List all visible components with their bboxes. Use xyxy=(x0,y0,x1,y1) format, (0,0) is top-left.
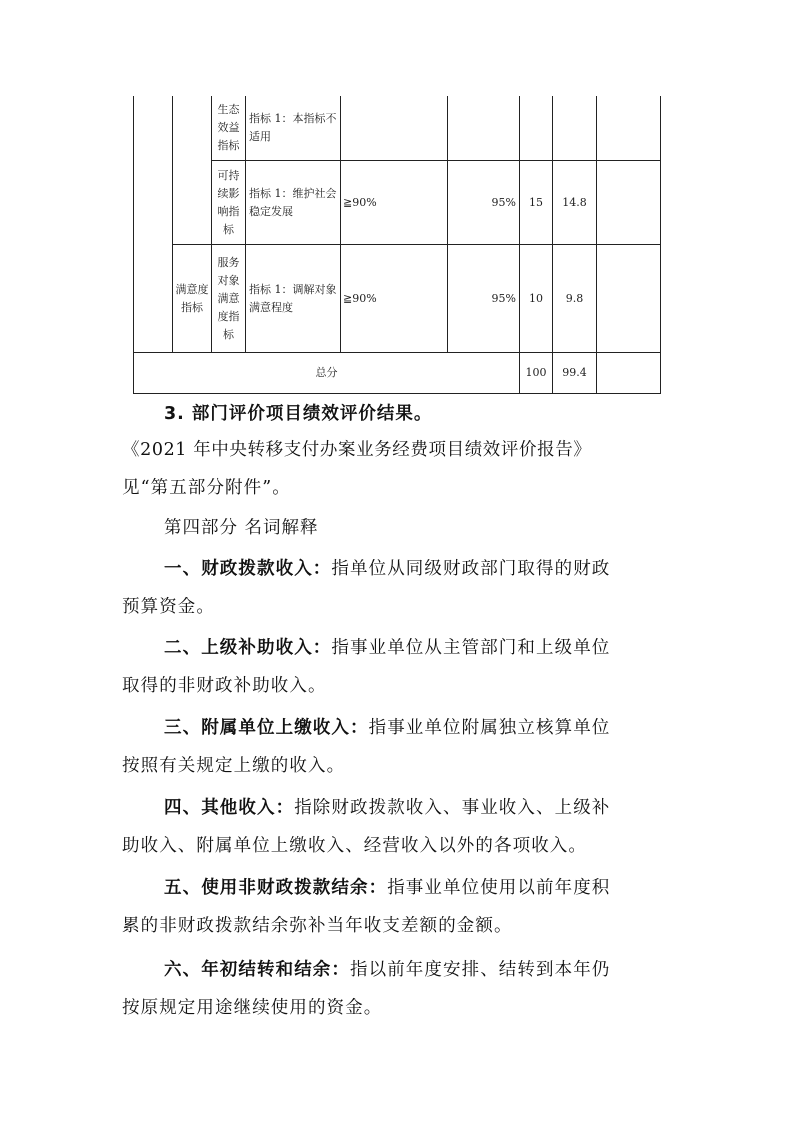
term-text: 指事业单位从主管部门和上级单位 xyxy=(331,638,611,658)
actual-value-cell: 95% xyxy=(491,291,516,305)
term-label: 一、财政拨款收入： xyxy=(164,559,332,579)
term-label: 二、上级补助收入： xyxy=(164,638,332,658)
level3-indicator-cell: 服务 对象 满意 度指 标 xyxy=(217,255,240,341)
table-border-right xyxy=(660,96,661,394)
term-text-continued: 按照有关规定上缴的收入。 xyxy=(122,756,346,776)
level2-indicator-cell: 满意度 指标 xyxy=(175,282,209,314)
part4-heading: 第四部分 名词解释 xyxy=(164,518,319,538)
term-text: 指除财政拨款收入、事业收入、上级补 xyxy=(294,798,611,818)
total-label: 总分 xyxy=(315,366,338,379)
total-score: 99.4 xyxy=(562,366,587,379)
total-weight: 100 xyxy=(525,366,547,379)
term-text: 指单位从同级财政部门取得的财政 xyxy=(331,559,611,579)
term-text-continued: 预算资金。 xyxy=(122,597,215,617)
table-col-divider xyxy=(596,96,597,394)
term-label: 五、使用非财政拨款结余： xyxy=(164,878,388,898)
term-text-continued: 按原规定用途继续使用的资金。 xyxy=(122,998,383,1018)
target-value-cell: ≧90% xyxy=(343,195,377,209)
weight-cell: 15 xyxy=(529,195,543,209)
term-text-continued: 累的非财政拨款结余弥补当年收支差额的金额。 xyxy=(122,916,513,936)
report-reference-line: 见“第五部分附件”。 xyxy=(122,478,291,498)
weight-cell: 10 xyxy=(529,291,543,305)
indicator-name-cell: 指标 1：本指标不 适用 xyxy=(249,112,337,143)
indicator-name-cell: 指标 1：维护社会 稳定发展 xyxy=(249,186,337,218)
report-title-line: 《2021 年中央转移支付办案业务经费项目绩效评价报告》 xyxy=(122,440,592,460)
term-label: 六、年初结转和结余： xyxy=(164,960,350,980)
term-label: 三、附属单位上缴收入： xyxy=(164,718,369,738)
actual-value-cell: 95% xyxy=(491,195,516,209)
section3-heading: 3. 部门评价项目绩效评价结果。 xyxy=(164,404,433,424)
score-cell: 14.8 xyxy=(562,195,587,209)
performance-table xyxy=(0,0,793,400)
level3-indicator-cell: 可持 续影 响指 标 xyxy=(217,168,240,236)
term-text: 指以前年度安排、结转到本年仍 xyxy=(350,960,611,980)
level3-indicator-cell: 生态 效益 指标 xyxy=(217,103,240,152)
table-border-bottom xyxy=(133,393,661,394)
term-text: 指事业单位使用以前年度积 xyxy=(387,878,611,898)
indicator-name-cell: 指标 1：调解对象 满意程度 xyxy=(249,282,337,314)
table-border-left xyxy=(133,96,134,394)
term-label: 四、其他收入： xyxy=(164,798,295,818)
term-text-continued: 助收入、附属单位上缴收入、经营收入以外的各项收入。 xyxy=(122,836,587,856)
table-col-divider xyxy=(245,96,246,352)
target-value-cell: ≧90% xyxy=(343,291,377,305)
term-text-continued: 取得的非财政补助收入。 xyxy=(122,676,327,696)
score-cell: 9.8 xyxy=(565,291,584,305)
term-text: 指事业单位附属独立核算单位 xyxy=(368,718,611,738)
